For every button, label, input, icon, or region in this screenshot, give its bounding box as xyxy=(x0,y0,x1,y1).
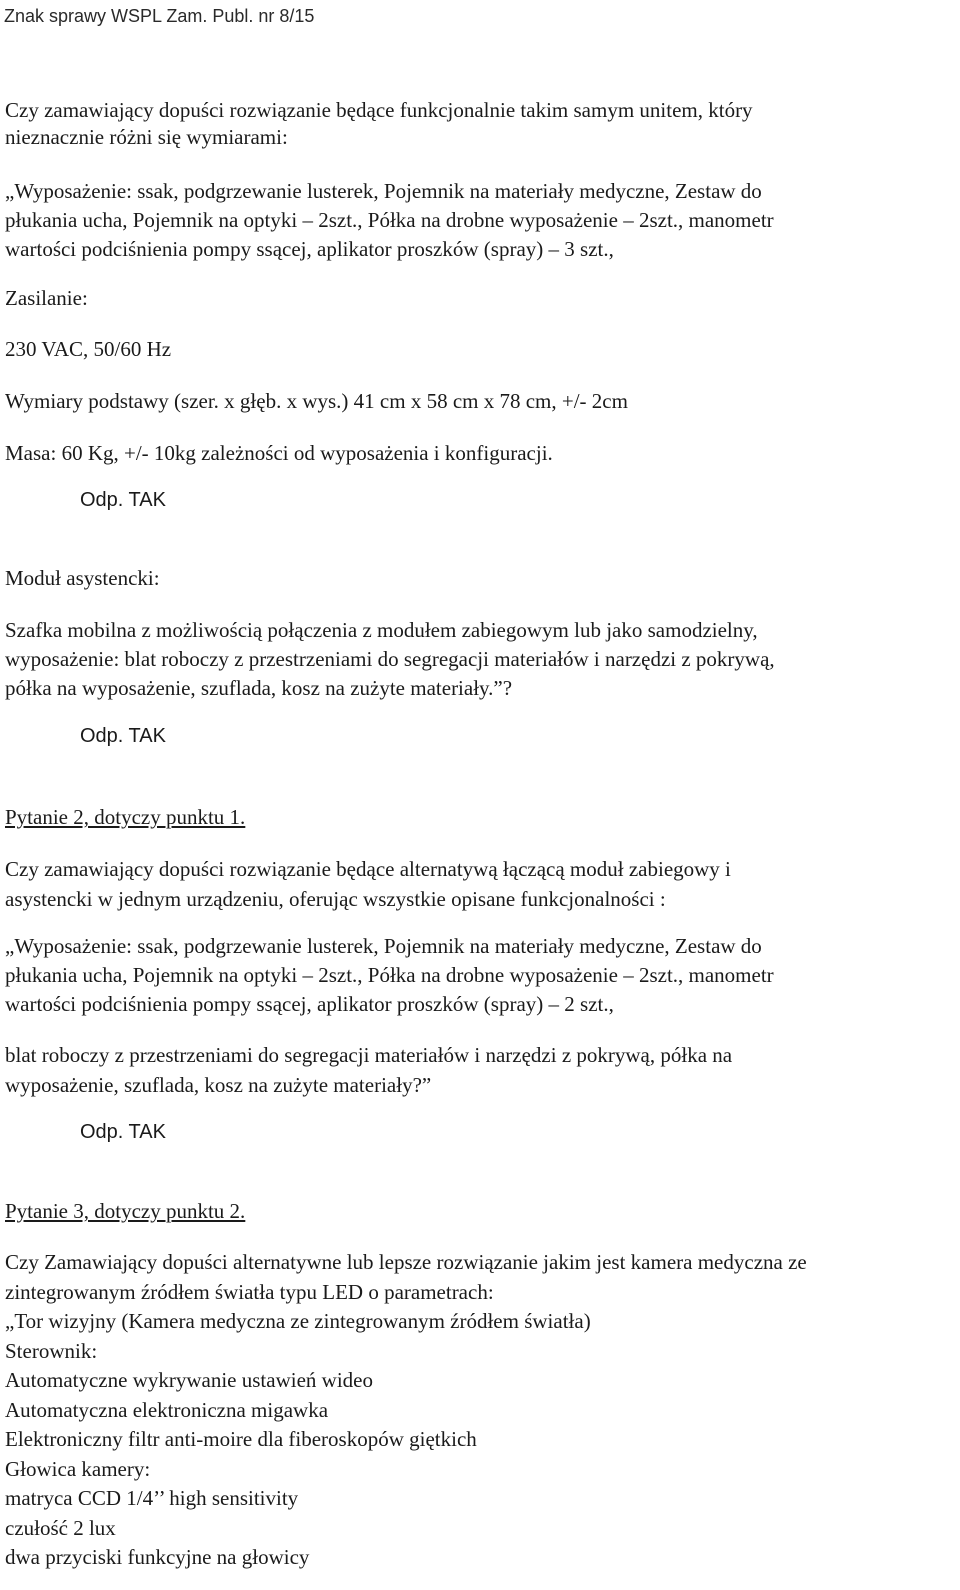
q3-body xyxy=(5,1248,955,1573)
module-description-line: wyposażenie: blat roboczy z przestrzeniami do segregacji materiałów i narzędzi z pokrywą, xyxy=(5,647,775,671)
module-description xyxy=(5,616,955,703)
q2-worktop-line: wyposażenie, szuflada, kosz na zużyte materiały?” xyxy=(5,1073,432,1097)
q2-equipment-line: „Wyposażenie: ssak, podgrzewanie lusterek, Pojemnik na materiały medyczne, Zestaw do xyxy=(5,934,762,958)
power-value: 230 VAC, 50/60 Hz xyxy=(5,337,172,361)
answer-yes: Odp. TAK xyxy=(80,489,166,511)
module-description-line: półka na wyposażenie, szuflada, kosz na zużyte materiały.”? xyxy=(5,676,513,700)
q3-line: „Tor wizyjny (Kamera medyczna ze zintegrowanym źródłem światła) xyxy=(5,1309,591,1333)
module-label: Moduł asystencki: xyxy=(5,566,160,590)
q2-worktop-line: blat roboczy z przestrzeniami do segregacji materiałów i narzędzi z pokrywą, półka na xyxy=(5,1043,733,1067)
answer-yes: Odp. TAK xyxy=(80,725,166,747)
q1-intro-line: Czy zamawiający dopuści rozwiązanie będące funkcjonalnie takim samym unitem, który xyxy=(5,98,753,122)
dimensions-text: Wymiary podstawy (szer. x głęb. x wys.) 41 cm x 58 cm x 78 cm, +/- 2cm xyxy=(5,389,628,413)
q2-intro-line: Czy zamawiający dopuści rozwiązanie będące alternatywą łączącą moduł zabiegowy i xyxy=(5,857,731,881)
power-label: Zasilanie: xyxy=(5,286,88,310)
q2-equipment xyxy=(5,932,955,1019)
question-2-heading: Pytanie 2, dotyczy punktu 1. xyxy=(5,805,246,829)
page-header: Znak sprawy WSPL Zam. Publ. nr 8/15 xyxy=(4,6,315,26)
q3-line: Automatyczne wykrywanie ustawień wideo xyxy=(5,1368,373,1392)
question-3-heading: Pytanie 3, dotyczy punktu 2. xyxy=(5,1199,246,1223)
q3-line: Czy Zamawiający dopuści alternatywne lub lepsze rozwiązanie jakim jest kamera medyczna ze xyxy=(5,1250,807,1274)
q2-equipment-line: płukania ucha, Pojemnik na optyki – 2szt., Półka na drobne wyposażenie – 2szt., manometr xyxy=(5,963,774,987)
q3-line: matryca CCD 1/4’’ high sensitivity xyxy=(5,1486,299,1510)
q1-equipment-line: „Wyposażenie: ssak, podgrzewanie lusterek, Pojemnik na materiały medyczne, Zestaw do xyxy=(5,179,762,203)
mass-text: Masa: 60 Kg, +/- 10kg zależności od wyposażenia i konfiguracji. xyxy=(5,441,553,465)
q1-equipment-line: płukania ucha, Pojemnik na optyki – 2szt., Półka na drobne wyposażenie – 2szt., manometr xyxy=(5,208,774,232)
q2-worktop xyxy=(5,1040,955,1100)
q3-line: dwa przyciski funkcyjne na głowicy xyxy=(5,1545,310,1569)
q2-intro-line: asystencki w jednym urządzeniu, oferując wszystkie opisane funkcjonalności : xyxy=(5,887,666,911)
q3-line: Elektroniczny filtr anti-moire dla fiberoskopów giętkich xyxy=(5,1427,477,1451)
q3-line: Automatyczna elektroniczna migawka xyxy=(5,1397,329,1422)
q3-line: czułość 2 lux xyxy=(5,1515,116,1540)
q1-intro xyxy=(5,97,955,151)
q1-intro-line: nieznacznie różni się wymiarami: xyxy=(5,125,288,149)
q1-equipment xyxy=(5,177,955,264)
answer-yes: Odp. TAK xyxy=(80,1121,166,1143)
module-description-line: Szafka mobilna z możliwością połączenia z modułem zabiegowym lub jako samodzielny, xyxy=(5,618,758,642)
q3-line: zintegrowanym źródłem światła typu LED o parametrach: xyxy=(5,1279,494,1304)
q1-equipment-line: wartości podciśnienia pompy ssącej, aplikator proszków (spray) – 3 szt., xyxy=(5,237,614,261)
q2-intro xyxy=(5,854,955,914)
q3-line: Głowica kamery: xyxy=(5,1456,151,1481)
q3-line: Sterownik: xyxy=(5,1338,98,1363)
q2-equipment-line: wartości podciśnienia pompy ssącej, aplikator proszków (spray) – 2 szt., xyxy=(5,992,614,1016)
